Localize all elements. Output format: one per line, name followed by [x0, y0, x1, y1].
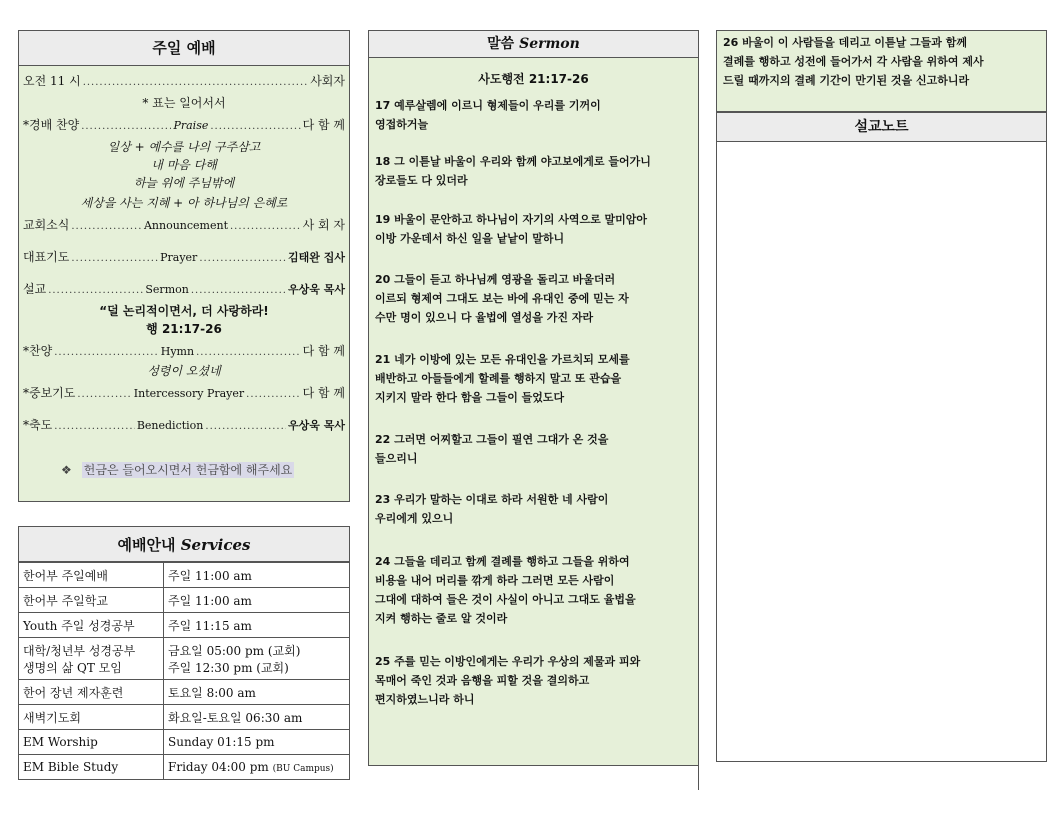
passage-title: 사도행전 21:17-26: [478, 72, 589, 86]
service-name: EM Worship: [19, 730, 164, 755]
verse-25: 25 주를 믿는 이방인에게는 우리가 우상의 제물과 피와 목매어 죽인 것과 음행을 피할 것을 결의하고 편지하였느니라 하니: [375, 655, 641, 706]
service-name: Youth 주일 성경공부: [19, 613, 164, 638]
services-title: [18, 526, 350, 562]
praise-song-1: 일상 + 예수를 나의 구주삼고: [107, 140, 261, 154]
service-name-line: 대학/청년부 성경공부: [23, 643, 136, 658]
offering-note: [61, 461, 294, 478]
benediction-label: *축도: [23, 418, 53, 432]
prayer-row: [23, 248, 345, 264]
service-name-line: 생명의 삶 QT 모임: [23, 660, 122, 675]
hymn-title: 성령이 오셨네: [147, 364, 221, 378]
praise-row: [23, 116, 345, 132]
service-location: (BU Campus): [272, 764, 334, 774]
intercession-row: [23, 384, 345, 400]
benediction-pastor: 우상욱 목사: [288, 419, 345, 432]
service-time: [164, 755, 350, 780]
sermon-reference: 행 21:17-26: [146, 322, 222, 336]
service-time: 주일 11:00 am: [164, 588, 350, 613]
prayer-label: 대표기도: [23, 250, 70, 264]
table-row: [19, 680, 350, 705]
service-time: 토요일 8:00 am: [164, 680, 350, 705]
verse-21: 21 네가 이방에 있는 모든 유대인을 가르치되 모세를 배반하고 아들들에게 할례를 행하지 말고 또 관습을 지키지 말라 한다 함을 그들이 들었도다: [375, 353, 630, 404]
worship-order-title: 주일 예배: [18, 30, 350, 66]
sermon-panel-title-ko: 말씀: [487, 36, 515, 52]
sermon-label: 설교: [23, 282, 47, 296]
hymn-label: *찬양: [23, 344, 53, 358]
table-row: [19, 755, 350, 780]
offering-bullet-icon: ❖: [61, 463, 72, 477]
time-label: 오전 11 시: [23, 74, 81, 88]
service-name: 한어부 주일학교: [19, 588, 164, 613]
service-time-line: 주일 12:30 pm (교회): [168, 660, 289, 675]
verse-18: 18 그 이튿날 바울이 우리와 함께 야고보에게로 들어가니 장로들도 다 있더라: [375, 155, 651, 187]
announcement-label: 교회소식: [23, 218, 70, 232]
services-table: [18, 562, 350, 780]
time-row: [23, 72, 345, 88]
sermon-panel-title: [368, 30, 699, 58]
praise-leader: 다 함 께: [302, 118, 346, 132]
praise-label: *경배 찬양: [23, 118, 80, 132]
offering-text: 헌금은 들어오시면서 헌금함에 해주세요: [83, 463, 293, 477]
sermon-panel-title-en: Sermon: [519, 36, 580, 52]
intercession-leader: 다 함 께: [302, 386, 345, 400]
verse-26: 26 바울이 이 사람들을 데리고 이튿날 그들과 함께 결례를 행하고 성전에 들어가서 각 사람을 위하여 제사 드릴 때까지의 결례 기간이 만기된 것을 신고하니라: [716, 30, 1047, 112]
verse-20: 20 그들이 듣고 하나님께 영광을 돌리고 바울더러 이르되 형제여 그대도 보는 바에 유대인 중에 믿는 자 수만 명이 있으니 다 율법에 열성을 가진 자라: [375, 273, 629, 324]
services-section: [18, 526, 350, 780]
verse-23: 23 우리가 말하는 이대로 하라 서원한 네 사람이 우리에게 있으니: [375, 493, 609, 525]
notes-title: 설교노트: [716, 112, 1047, 142]
intercession-en: Intercessory Prayer: [133, 387, 245, 400]
table-row: [19, 563, 350, 588]
table-row: [19, 588, 350, 613]
benediction-row: [23, 416, 345, 432]
sermon-title: “덜 논리적이면서, 더 사랑하라!: [99, 304, 269, 318]
services-title-en: Services: [180, 536, 251, 554]
sermon-column: [368, 30, 699, 766]
sermon-text-panel: [368, 58, 699, 766]
worship-order-column: [18, 30, 350, 502]
standing-note: * 표는 일어서서: [142, 96, 226, 110]
service-time: 화요일-토요일 06:30 am: [164, 705, 350, 730]
sermon-en: Sermon: [145, 283, 189, 296]
service-name: 한어부 주일예배: [19, 563, 164, 588]
table-row: [19, 638, 350, 680]
table-row: [19, 613, 350, 638]
announcement-row: [23, 216, 345, 232]
service-name: 한어 장년 제자훈련: [19, 680, 164, 705]
service-name: 새벽기도회: [19, 705, 164, 730]
praise-song-2: 내 마음 다해: [151, 158, 217, 172]
time-leader: 사회자: [310, 74, 345, 88]
service-name: EM Bible Study: [19, 755, 164, 780]
intercession-label: *중보기도: [23, 386, 76, 400]
notes-area[interactable]: [716, 142, 1047, 762]
verse-19: 19 바울이 문안하고 하나님이 자기의 사역으로 말미암아 이방 가운데서 하신 일을 낱낱이 말하니: [375, 213, 648, 245]
praise-song-4: 세상을 사는 지혜 + 아 하나님의 은혜로: [80, 196, 288, 210]
table-row: [19, 705, 350, 730]
table-row: [19, 730, 350, 755]
announcement-en: Announcement: [143, 219, 228, 232]
service-time: [164, 638, 350, 680]
service-time: 주일 11:00 am: [164, 563, 350, 588]
praise-song-3: 하늘 위에 주님밖에: [133, 176, 235, 190]
praise-en: Praise: [173, 119, 209, 132]
prayer-en: Prayer: [160, 251, 198, 264]
sermon-row: [23, 280, 345, 296]
verse-24: 24 그들을 데리고 함께 결례를 행하고 그들을 위하여 비용을 내어 머리를 깎게 하라 그러면 모든 사람이 그대에 대하여 들은 것이 사실이 아니고 그대도 율법을 지켜 행하는 줄로 알 것이라: [375, 555, 636, 625]
worship-order-panel: [18, 66, 350, 502]
service-name: [19, 638, 164, 680]
benediction-en: Benediction: [136, 419, 204, 432]
verse-17: 17 예루살렘에 이르니 형제들이 우리를 기꺼이 영접하거늘: [375, 99, 601, 131]
announcement-leader: 사 회 자: [302, 218, 345, 232]
notes-column: [716, 30, 1047, 762]
services-title-ko: 예배안내: [117, 536, 176, 554]
fold-divider: [698, 738, 699, 790]
sermon-preacher: 우상욱 목사: [288, 283, 346, 296]
service-time: 주일 11:15 am: [164, 613, 350, 638]
hymn-row: [23, 342, 345, 358]
hymn-leader: 다 함 께: [302, 344, 346, 358]
prayer-leader: 김태완 집사: [288, 251, 346, 264]
service-time-line: 금요일 05:00 pm (교회): [168, 643, 301, 658]
hymn-en: Hymn: [160, 345, 195, 358]
service-time: Sunday 01:15 pm: [164, 730, 350, 755]
service-time-main: Friday 04:00 pm: [168, 760, 269, 774]
verse-22: 22 그러면 어찌할고 그들이 필연 그대가 온 것을 들으리니: [375, 433, 609, 465]
